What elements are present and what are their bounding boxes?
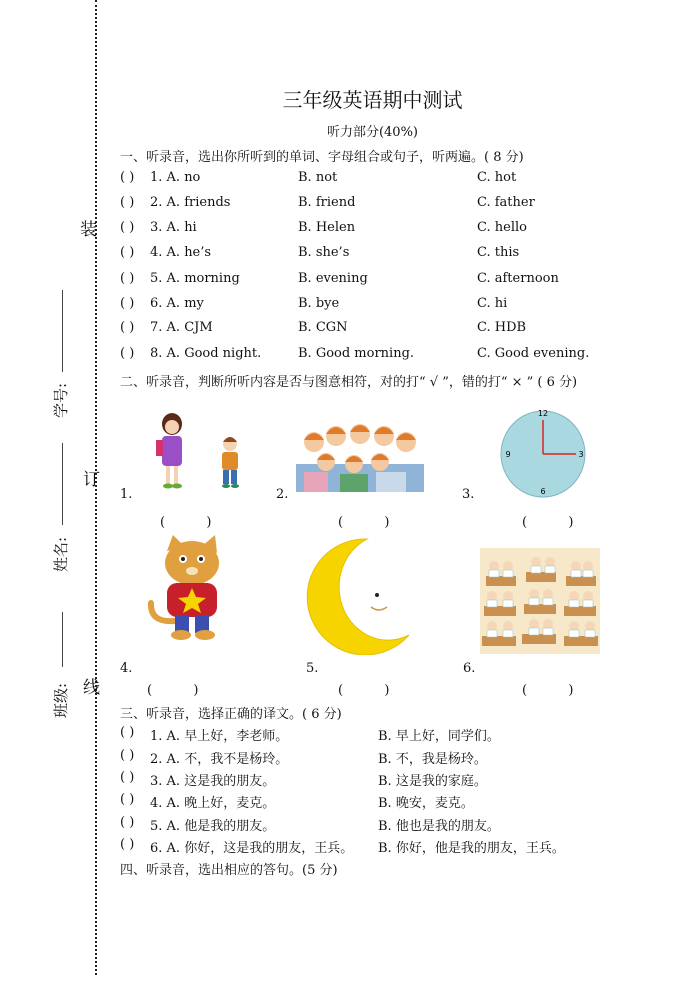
option-c: C. hello (477, 220, 527, 235)
picture-girl-and-boy (150, 412, 245, 492)
option-a: 4. A. he’s (150, 245, 212, 260)
girl-figure (156, 413, 182, 489)
option-a: 3. A. hi (150, 220, 197, 235)
answer-paren[interactable]: ( ) (120, 170, 135, 185)
option-a: 8. A. Good night. (150, 346, 262, 361)
s1-row-4 (120, 245, 680, 263)
option-b: B. 你好，他是我的朋友，王兵。 (378, 841, 565, 856)
s1-row-3 (120, 220, 680, 238)
option-a: 5. A. 他是我的朋友。 (150, 819, 276, 834)
clock-label-3: 3 (578, 450, 584, 459)
binding-char-ding: 订 (83, 470, 100, 490)
s2-num-1: 1. (120, 487, 133, 502)
option-a: 6. A. 你好，这是我的朋友，王兵。 (150, 841, 354, 856)
s1-row-6 (120, 296, 680, 314)
option-a: 4. A. 晚上好，麦克。 (150, 796, 276, 811)
binding-char-xian: 线 (83, 678, 100, 698)
s1-row-7 (120, 320, 680, 338)
name-label: 姓名: (52, 536, 70, 572)
s1-row-5 (120, 271, 680, 289)
s2-answer-blank-2[interactable]: ( ) (338, 515, 390, 530)
option-c: C. Good evening. (477, 346, 590, 361)
binding-char-zhuang: 装 (80, 220, 97, 240)
answer-paren[interactable]: ( ) (120, 725, 135, 740)
option-b: B. CGN (298, 320, 348, 335)
page-title: 三年级英语期中测试 (282, 88, 463, 112)
picture-clock (500, 406, 590, 498)
s1-row-2 (120, 195, 680, 213)
s2-num-2: 2. (276, 487, 289, 502)
answer-paren[interactable]: ( ) (120, 245, 135, 260)
s3-row-4 (120, 792, 680, 810)
picture-crescent-moon (305, 535, 415, 655)
answer-paren[interactable]: ( ) (120, 815, 135, 830)
s2-answer-blank-5[interactable]: ( ) (338, 683, 390, 698)
boy-figure (222, 437, 239, 488)
answer-paren[interactable]: ( ) (120, 220, 135, 235)
option-a: 1. A. no (150, 170, 201, 185)
s3-row-3 (120, 770, 680, 788)
picture-family-group (296, 420, 424, 492)
s2-answer-blank-3[interactable]: ( ) (522, 515, 574, 530)
section1-heading: 一、听录音，选出你所听到的单词、字母组合或句子，听两遍。( 8 分) (120, 150, 524, 165)
answer-paren[interactable]: ( ) (120, 346, 135, 361)
answer-paren[interactable]: ( ) (120, 271, 135, 286)
answer-paren[interactable]: ( ) (120, 195, 135, 210)
option-a: 5. A. morning (150, 271, 240, 286)
option-c: C. HDB (477, 320, 527, 335)
option-c: C. hot (477, 170, 517, 185)
option-b: B. she’s (298, 245, 350, 260)
option-b: B. evening (298, 271, 368, 286)
picture-cat (145, 533, 237, 641)
name-line (62, 443, 63, 525)
answer-paren[interactable]: ( ) (120, 837, 135, 852)
option-a: 3. A. 这是我的朋友。 (150, 774, 276, 789)
answer-paren[interactable]: ( ) (120, 748, 135, 763)
s2-num-3: 3. (462, 487, 475, 502)
class-line (62, 612, 63, 667)
option-b: B. Helen (298, 220, 356, 235)
s1-row-8 (120, 346, 680, 364)
section3-heading: 三、听录音，选择正确的译文。( 6 分) (120, 707, 342, 722)
option-c: C. afternoon (477, 271, 559, 286)
option-b: B. 晚安，麦克。 (378, 796, 474, 811)
s2-num-4: 4. (120, 661, 133, 676)
s1-row-1 (120, 170, 680, 188)
option-b: B. friend (298, 195, 356, 210)
s3-row-5 (120, 815, 680, 833)
clock-label-12: 12 (537, 409, 549, 418)
option-c: C. hi (477, 296, 508, 311)
s3-row-2 (120, 748, 680, 766)
class-label: 班级: (52, 682, 70, 718)
option-a: 1. A. 早上好，李老师。 (150, 729, 289, 744)
option-c: C. father (477, 195, 535, 210)
option-b: B. 他也是我的朋友。 (378, 819, 500, 834)
s2-num-6: 6. (463, 661, 476, 676)
option-b: B. bye (298, 296, 340, 311)
answer-paren[interactable]: ( ) (120, 320, 135, 335)
option-a: 2. A. 不，我不是杨玲。 (150, 752, 289, 767)
section2-heading: 二、听录音，判断所听内容是否与图意相符，对的打“ √ ”，错的打“ × ” ( 6 分) (120, 375, 578, 390)
student-id-label: 学号: (52, 382, 70, 418)
section4-heading: 四、听录音，选出相应的答句。(5 分) (120, 863, 338, 878)
option-b: B. 不，我是杨玲。 (378, 752, 487, 767)
option-c: C. this (477, 245, 520, 260)
option-a: 2. A. friends (150, 195, 231, 210)
answer-paren[interactable]: ( ) (120, 770, 135, 785)
s2-answer-blank-6[interactable]: ( ) (522, 683, 574, 698)
option-b: B. not (298, 170, 338, 185)
option-a: 7. A. CJM (150, 320, 213, 335)
student-id-line (62, 290, 63, 372)
s3-row-6 (120, 837, 680, 855)
answer-paren[interactable]: ( ) (120, 792, 135, 807)
picture-classroom (480, 548, 600, 654)
option-b: B. 这是我的家庭。 (378, 774, 487, 789)
s2-num-5: 5. (306, 661, 319, 676)
answer-paren[interactable]: ( ) (120, 296, 135, 311)
s2-answer-blank-4[interactable]: ( ) (147, 683, 199, 698)
option-b: B. 早上好，同学们。 (378, 729, 500, 744)
option-a: 6. A. my (150, 296, 204, 311)
clock-label-9: 9 (505, 450, 511, 459)
option-b: B. Good morning. (298, 346, 415, 361)
clock-label-6: 6 (540, 487, 546, 496)
s3-row-1 (120, 725, 680, 743)
s2-answer-blank-1[interactable]: ( ) (160, 515, 212, 530)
page-subtitle: 听力部分(40%) (326, 125, 419, 140)
